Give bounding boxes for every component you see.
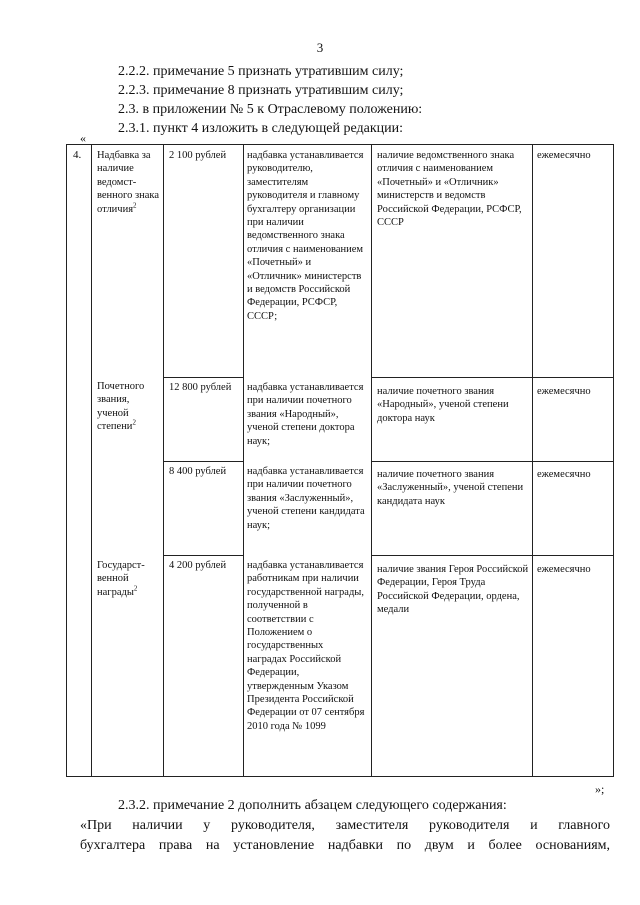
row-divider <box>371 555 613 556</box>
paragraph-line: бухгалтера права на установление надбавки по двум и более основаниям, <box>80 838 610 853</box>
intro-line: 2.2.2. примечание 5 признать утратившим силу; <box>118 64 404 79</box>
amount-cell: 4 200 рублей <box>169 560 227 571</box>
allowance-name: Надбавка за наличие ведомст- венного знака отличия$^2$ <box>97 150 159 215</box>
intro-line: 2.2.3. примечание 8 признать утратившим силу; <box>118 83 404 98</box>
after-table-line: 2.3.2. примечание 2 дополнить абзацем следующего содержания: <box>118 798 507 813</box>
basis-cell: наличие почетного звания «Заслуженный», ученой степени кандидата наук <box>377 469 524 507</box>
opening-quote: « <box>80 131 86 145</box>
amount-cell: 12 800 рублей <box>169 382 232 393</box>
closing-quote: »; <box>595 782 605 796</box>
row-divider <box>163 461 243 462</box>
paragraph-line: «При наличии у руководителя, заместителя руководителя и главного <box>80 818 610 833</box>
period-cell: ежемесячно <box>537 564 591 575</box>
intro-line: 2.3.1. пункт 4 изложить в следующей редакции: <box>118 121 403 136</box>
period-cell: ежемесячно <box>537 150 591 161</box>
condition-cell: надбавка устанавливается работникам при наличии государственной награды, полученной в соответствии с Положением о государственных наградах Российской Федерации, утвержденным Указом Президента Российской Федерации от 07 сентября 2010 года № 1099 <box>247 560 365 732</box>
intro-line: 2.3. в приложении № 5 к Отраслевому положению: <box>118 102 423 117</box>
column-divider <box>243 145 244 776</box>
basis-cell: наличие звания Героя Российской Федерации, Героя Труда Российской Федерации, ордена, медали <box>377 564 529 616</box>
allowance-table <box>66 144 614 777</box>
basis-cell: наличие ведомственного знака отличия с наименованием «Почетный» и «Отличник» министерств и ведомств Российской Федерации, РСФСР, СССР <box>377 150 522 229</box>
row-number: 4. <box>73 149 82 161</box>
condition-cell: надбавка устанавливается руководителю, заместителям руководителя и главному бухгалтеру организации при наличии ведомственного знака отличия с наименованием «Почетный» и «Отличник» министерств и ведомств Российской Федерации, РСФСР, СССР; <box>247 150 364 322</box>
period-cell: ежемесячно <box>537 469 591 480</box>
allowance-name: Государст- венной награды$^2$ <box>97 560 145 598</box>
amount-cell: 8 400 рублей <box>169 466 227 477</box>
row-divider <box>371 377 613 378</box>
row-divider <box>371 461 613 462</box>
basis-cell: наличие почетного звания «Народный», ученой степени доктора наук <box>377 386 509 424</box>
row-divider <box>163 555 243 556</box>
row-divider <box>163 377 243 378</box>
page-number: 3 <box>316 40 324 55</box>
column-divider <box>91 145 92 776</box>
period-cell: ежемесячно <box>537 386 591 397</box>
allowance-name: Почетного звания, ученой степени$^2$ <box>97 381 145 433</box>
amount-cell: 2 100 рублей <box>169 150 227 161</box>
condition-cell: надбавка устанавливается при наличии почетного звания «Заслуженный», ученой степени кандидата наук; <box>247 466 365 531</box>
condition-cell: надбавка устанавливается при наличии почетного звания «Народный», ученой степени доктора наук; <box>247 382 364 447</box>
